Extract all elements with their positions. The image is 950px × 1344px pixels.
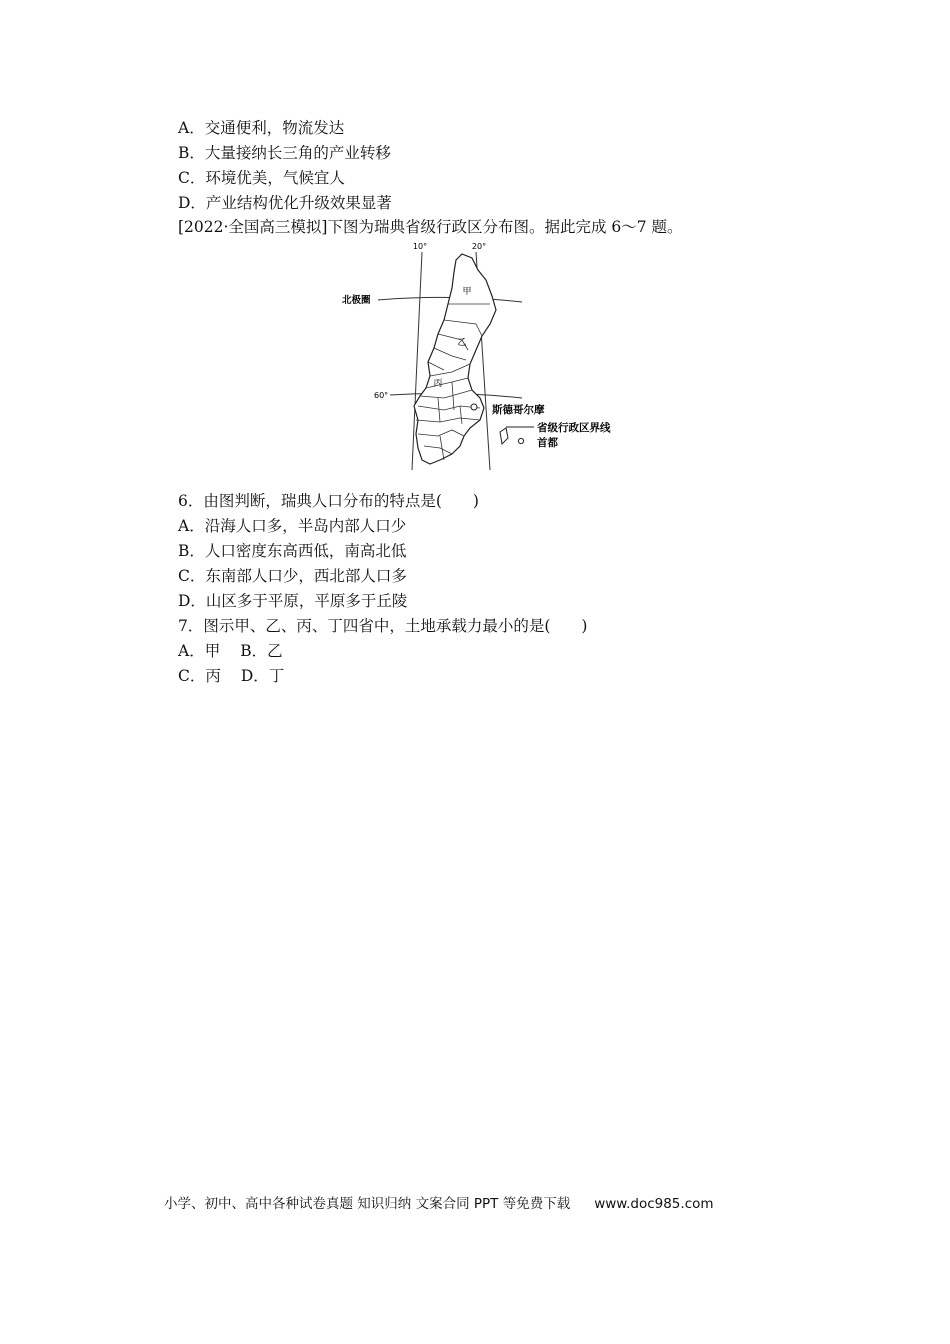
footer-url[interactable]: www.doc985.com [594,1196,714,1212]
option-b-prev: B．大量接纳长三角的产业转移 [178,144,391,162]
q6-option-a: A．沿海人口多，半岛内部人口少 [178,517,407,535]
capital-label: 斯德哥尔摩 [492,404,545,416]
region-label-jia: 甲 [462,287,472,297]
legend-boundary-label: 省级行政区界线 [537,422,611,434]
sweden-outline [414,254,496,464]
legend-capital-swatch [518,438,523,443]
capital-marker [471,404,477,410]
option-d-prev: D．产业结构优化升级效果显著 [178,194,392,212]
q6-stem: 6．由图判断，瑞典人口分布的特点是( ) [178,492,479,510]
sweden-map [340,240,650,472]
arctic-circle-label: 北极圈 [342,295,371,306]
q7-option-d: D．丁 [240,667,285,685]
map-intro: [2022·全国高三模拟]下图为瑞典省级行政区分布图。据此完成 6～7 题。 [178,218,683,236]
q7-stem: 7．图示甲、乙、丙、丁四省中，土地承载力最小的是( ) [178,617,588,635]
q7-option-a: A．甲 [178,642,221,660]
page-footer [164,1192,714,1212]
q7-options-row2 [178,666,284,686]
lon-label-20: 20° [471,242,487,251]
q6-option-d: D．山区多于平原，平原多于丘陵 [178,592,408,610]
region-label-yi: 乙 [457,338,467,348]
option-a-prev: A．交通便利，物流发达 [178,119,345,137]
footer-text: 小学、初中、高中各种试卷真题 知识归纳 文案合同 PPT 等免费下载 [164,1196,571,1212]
option-c-prev: C．环境优美，气候宜人 [178,169,345,187]
q7-options-row1 [178,641,283,661]
legend-capital-label: 首都 [537,437,558,449]
lon-label-10: 10° [412,242,428,251]
gotland-island [500,428,508,444]
lat-label-60: 60° [374,391,389,400]
q6-option-b: B．人口密度东高西低，南高北低 [178,542,407,560]
q7-option-b: B．乙 [240,642,283,660]
q7-option-c: C．丙 [178,667,221,685]
q6-option-c: C．东南部人口少，西北部人口多 [178,567,407,585]
region-label-bing: 丙 [433,379,443,389]
